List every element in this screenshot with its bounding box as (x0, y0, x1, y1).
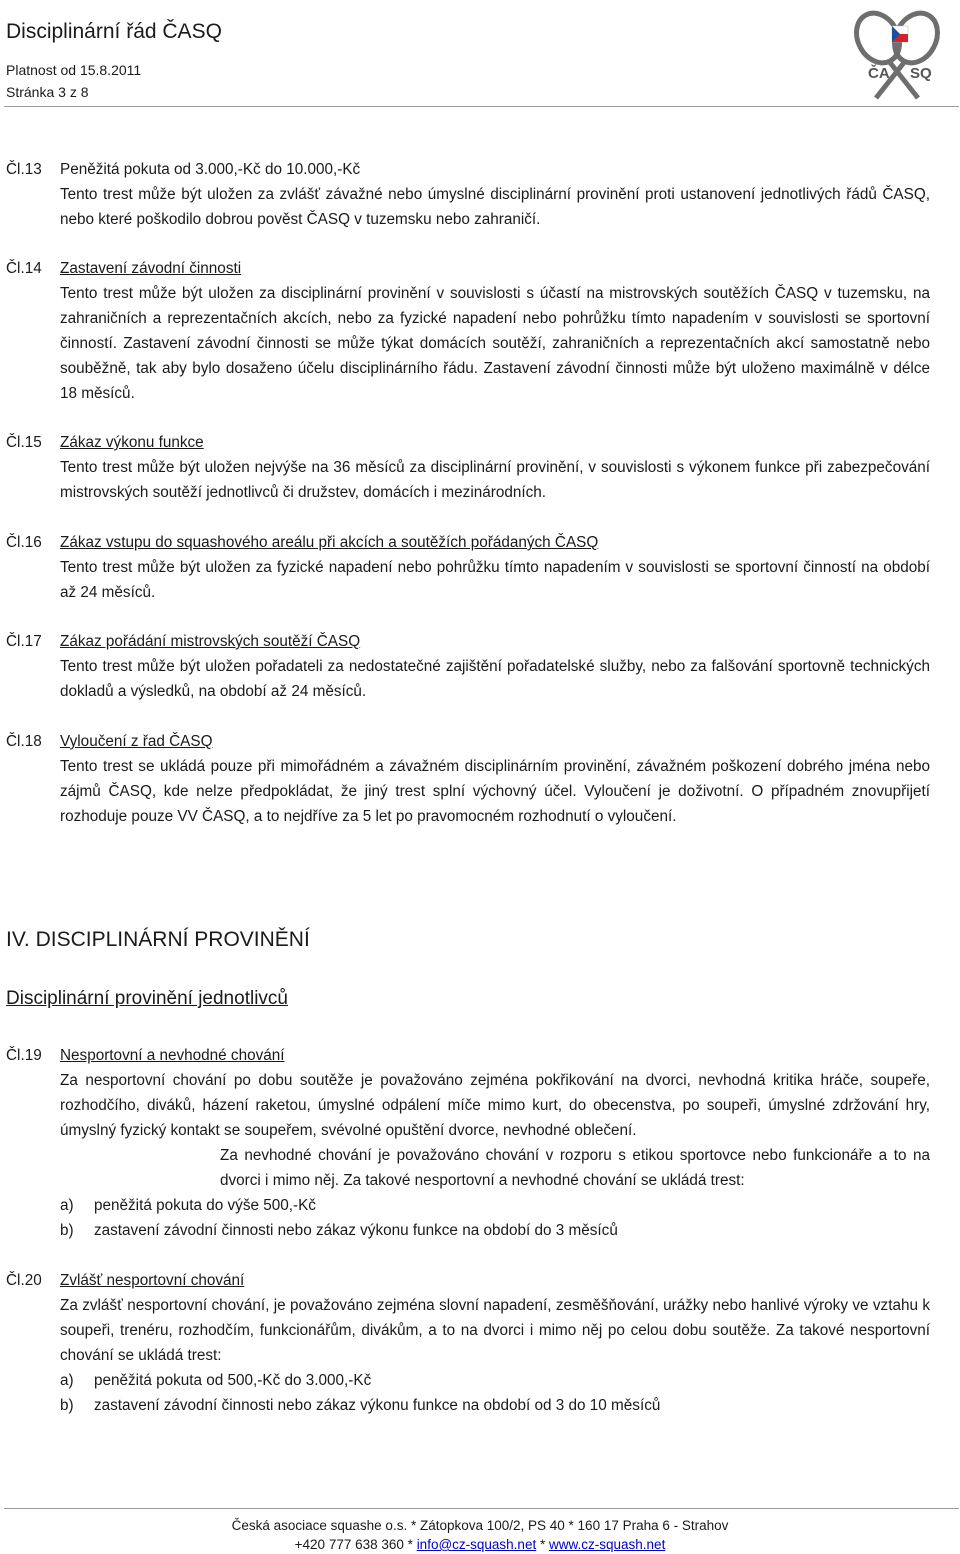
list-item (60, 1193, 930, 1218)
article-16 (6, 530, 930, 605)
article-heading: Peněžitá pokuta od 3.000,-Kč do 10.000,-Kč (60, 161, 361, 178)
article-heading: Zvlášť nesportovní chování (60, 1272, 245, 1289)
footer-separator: * (407, 1537, 413, 1552)
list-item (60, 1393, 930, 1418)
article-heading: Nesportovní a nevhodné chování (60, 1047, 285, 1064)
article-number: Čl.20 (6, 1272, 42, 1289)
article-number: Čl.19 (6, 1047, 42, 1064)
list-marker: a) (60, 1197, 74, 1214)
article-text: Tento trest může být uložen pořadateli za nedostatečné zajištění pořadatelské služby, nebo za falšování sportovně technických dokladů a výsledků, na období až 24 měsíců. (60, 658, 930, 700)
casq-logo (848, 8, 946, 102)
email-link[interactable]: info@cz-squash.net (416, 1537, 537, 1552)
logo-text-right: SQ (910, 65, 932, 82)
article-text: Za zvlášť nesportovní chování, je považováno zejména slovní napadení, zesměšňování, urážky nebo hanlivé výroky ve vztahu k soupeři, trenéru, rozhodčím, funkcionářům, divákům, a to na dvorci i mimo něj po celou dobu soutěže. Za takové nesportovní chování se ukládá trest: (60, 1297, 930, 1364)
article-text: Za nesportovní chování po dobu soutěže je považováno zejména pokřikování na dvorci, nevhodná kritika hráče, soupeře, rozhodčího, diváků, házení raketou, úmyslné odpálení míče mimo kurt, do obecenstva, po soupeři, úmyslné zdržování hry, úmyslný fyzický kontakt se soupeřem, svévolné opuštění dvorce, nevhodné oblečení. (60, 1072, 930, 1139)
list-marker: a) (60, 1372, 74, 1389)
list-item (60, 1368, 930, 1393)
footer-address: Česká asociace squashe o.s. * Zátopkova 100/2, PS 40 * 160 17 Praha 6 - Strahov (231, 1518, 729, 1533)
article-13 (6, 157, 930, 232)
article-text: Tento trest může být uložen za zvlášť závažné nebo úmyslné disciplinární provinění proti ustanovení jednotlivých řádů ČASQ, nebo které poškodilo dobrou pověst ČASQ v tuzemsku nebo zahraničí. (60, 186, 930, 228)
document-title: Disciplinární řád ČASQ (6, 20, 222, 43)
section-title: IV. DISCIPLINÁRNÍ PROVINĚNÍ (6, 928, 310, 951)
article-17 (6, 629, 930, 704)
article-heading: Vyloučení z řad ČASQ (60, 733, 213, 750)
article-heading: Zastavení závodní činnosti (60, 260, 242, 277)
article-14 (6, 256, 930, 406)
article-text: Tento trest může být uložen nejvýše na 36 měsíců za disciplinární provinění, v souvislosti s výkonem funkce při zabezpečování mistrovských soutěží jednotlivců či družstev, domácích i mezinárodních. (60, 459, 930, 501)
penalty-list (60, 1368, 930, 1418)
article-19 (6, 1043, 930, 1243)
list-item-text: zastavení závodní činnosti nebo zákaz výkonu funkce na období do 3 měsíců (94, 1222, 618, 1239)
article-number: Čl.18 (6, 733, 42, 750)
article-heading: Zákaz pořádání mistrovských soutěží ČASQ (60, 633, 361, 650)
header-divider (4, 106, 959, 107)
article-15 (6, 430, 930, 505)
footer-separator: * (539, 1537, 546, 1552)
article-heading: Zákaz vstupu do squashového areálu při akcích a soutěžích pořádaných ČASQ (60, 534, 599, 551)
article-20 (6, 1268, 930, 1418)
article-heading: Zákaz výkonu funkce (60, 434, 204, 451)
footer-divider (4, 1508, 959, 1509)
list-marker: b) (60, 1222, 74, 1239)
article-number: Čl.17 (6, 633, 42, 650)
article-18 (6, 729, 930, 829)
article-number: Čl.16 (6, 534, 42, 551)
list-item-text: peněžitá pokuta od 500,-Kč do 3.000,-Kč (94, 1372, 372, 1389)
article-text: Tento trest může být uložen za disciplinární provinění v souvislosti s účastí na mistrovských soutěžích ČASQ v tuzemsku, na zahraničních a reprezentačních akcích, nebo za fyzické napadení nebo pohrůžku tímto napadením v souvislosti se sportovní činností. Zastavení závodní činnosti se může týkat domácích soutěží, zahraničních a reprezentačních akcí samostatně nebo souběžně, tak aby bylo dosaženo účelu disciplinárního řádu. Zastavení závodní činnosti může být uloženo maximálně v délce 18 měsíců. (60, 285, 930, 402)
website-link[interactable]: www.cz-squash.net (549, 1537, 666, 1552)
list-item (60, 1218, 930, 1243)
section-subtitle: Disciplinární provinění jednotlivců (6, 988, 288, 1009)
list-item-text: zastavení závodní činnosti nebo zákaz výkonu funkce na období od 3 do 10 měsíců (94, 1397, 661, 1414)
page-number: Stránka 3 z 8 (6, 84, 89, 100)
penalty-list (60, 1193, 930, 1243)
article-number: Čl.15 (6, 434, 42, 451)
page-footer (0, 1516, 960, 1554)
validity-date: Platnost od 15.8.2011 (6, 62, 142, 78)
footer-phone: +420 777 638 360 (294, 1537, 404, 1552)
list-item-text: peněžitá pokuta do výše 500,-Kč (94, 1197, 316, 1214)
footer-contacts (0, 1535, 960, 1554)
article-text-continued: Za nevhodné chování je považováno chování v rozporu s etikou sportovce nebo funkcionáře a to na dvorci i mimo něj. Za takové nesportovní a nevhodné chování se ukládá trest: (220, 1147, 930, 1189)
article-number: Čl.13 (6, 161, 42, 178)
list-marker: b) (60, 1397, 74, 1414)
article-text: Tento trest se ukládá pouze při mimořádném a závažném disciplinárním provinění, závažném poškození dobrého jména nebo zájmů ČASQ, kde nelze předpokládat, že jiný trest splní výchovný účel. Vyloučení je doživotní. O případném znovupřijetí rozhoduje pouze VV ČASQ, a to nejdříve za 5 let po pravomocném rozhodnutí o vyloučení. (60, 758, 930, 825)
logo-text-left: ČA (868, 65, 890, 82)
article-text: Tento trest může být uložen za fyzické napadení nebo pohrůžku tímto napadením v souvislosti se sportovní činností na období až 24 měsíců. (60, 559, 930, 601)
article-number: Čl.14 (6, 260, 42, 277)
